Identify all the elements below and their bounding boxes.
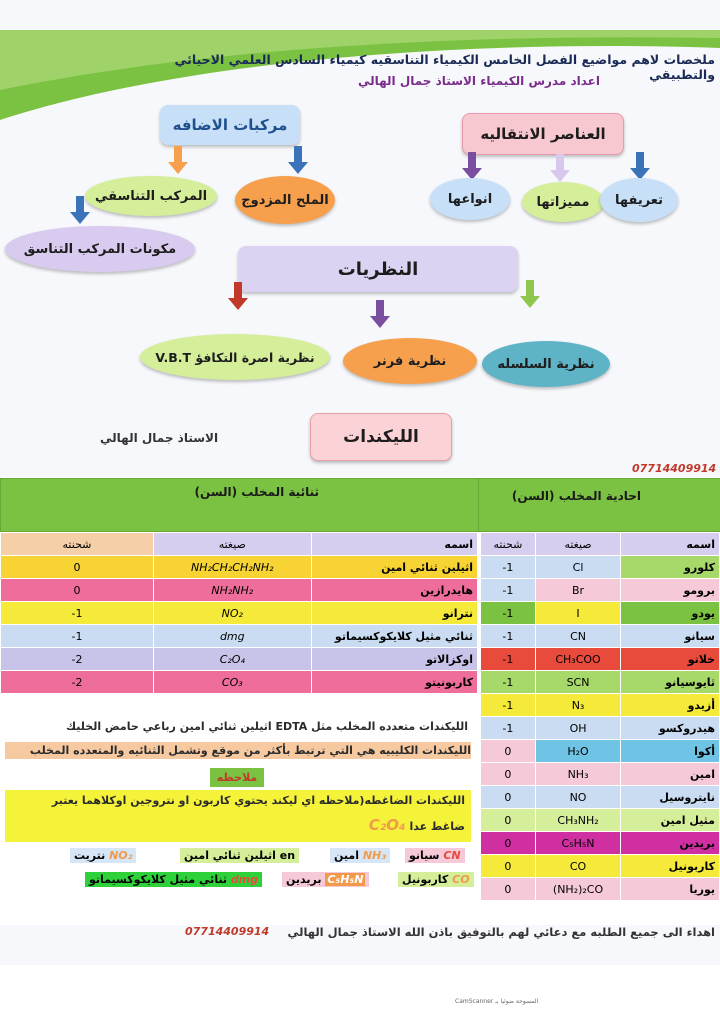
footer-phone: 07714409914: [185, 925, 270, 938]
table-row: -1 I يودو: [481, 602, 720, 625]
table-row: 0 NH₂NH₂ هايدرازين: [1, 579, 478, 602]
vbt-theory-oval: نظرية اصرة التكافؤ V.B.T: [140, 334, 330, 380]
mono-header: احادية المخلب (السن): [478, 478, 720, 532]
table-row: -2 CO₃ كاربونيتو: [1, 671, 478, 694]
table-row: -2 C₂O₄ اوكزالاتو: [1, 648, 478, 671]
table-row: 0 NH₂CH₂CH₂NH₂ اثيلين ثنائي امين: [1, 556, 478, 579]
phone-number: 07714409914: [632, 462, 717, 475]
types-oval: انواعها: [430, 178, 510, 220]
table-row: -1 dmg ثنائي مثيل كلايكوكسيماتو: [1, 625, 478, 648]
table-row: 0 CO كاربونيل: [481, 855, 720, 878]
components-oval: مكونات المركب التناسق: [5, 226, 195, 272]
table-row: -1 CH₃COO خلاتو: [481, 648, 720, 671]
table-row: -1 SCN ثايوسيانو: [481, 671, 720, 694]
definition-oval: تعريفها: [600, 178, 678, 222]
theories-box: النظريات: [238, 246, 518, 292]
chip-dmg: dmg ثنائي مثيل كلايكوكسيماتو: [85, 872, 262, 887]
table-row: -1 Cl كلورو: [481, 556, 720, 579]
chain-theory-oval: نظرية السلسله: [482, 341, 610, 387]
chip-cn: CN سيانو: [405, 848, 465, 863]
ligands-title-box: الليكندات: [310, 413, 452, 461]
table-row: 0 NO نايتروسيل: [481, 786, 720, 809]
chip-nh3: NH₃ امين: [330, 848, 390, 863]
table-row: -1 CN سيانو: [481, 625, 720, 648]
chelating-note: الليكندات الكليبيه هي التي ترتبط بأكثر من موقع وتشمل الثنائيه والمتعدده المخلب: [5, 742, 471, 759]
document-title: ملخصات لاهم مواضيع الفصل الخامس الكيمياء التناسقيه كيمياء السادس العلمي الاحيائي والتطبيقي: [174, 52, 715, 82]
features-oval: مميزاتها: [522, 182, 604, 222]
signature-text: الاستاذ جمال الهالي: [100, 431, 219, 445]
multi-dentate-note: الليكندات متعدده المخلب مثل EDTA اثيلين ثنائي امين رباعي حامض الخليك: [28, 720, 468, 733]
double-salt-oval: الملح المزدوج: [235, 176, 335, 224]
dedication-text: اهداء الى جميع الطلبه مع دعائي لهم بالتوفيق باذن الله الاستاذ جمال الهالي: [287, 925, 715, 939]
author-line: اعداد مدرس الكيمياء الاستاذ جمال الهالي: [357, 74, 600, 88]
scanner-watermark: CamScanner المسوحة ضوئيا بـ: [455, 998, 539, 1005]
strong-field-note: الليكندات الضاغطه(ملاحظه اي ليكند يحتوي كاربون او نتروجين اوكلاهما يعتبر ضاغط عدا C₂O₄: [5, 790, 471, 842]
strong-field-except: ضاغط عدا C₂O₄: [368, 816, 465, 834]
chip-co: CO كاربونيل: [398, 872, 474, 887]
mono-table: [480, 532, 720, 901]
table-row: 0 NH₃ امين: [481, 763, 720, 786]
remark-label: ملاحظه: [210, 768, 264, 787]
bi-header: ثنائية المخلب (السن): [0, 478, 480, 532]
table-header-row: شحنته صيغته اسمه: [481, 533, 720, 556]
transition-elements-box: العناصر الانتقاليه: [462, 113, 624, 155]
chip-no2: NO₂ نتريت: [70, 848, 136, 863]
chip-en: en اثيلين ثنائي امين: [180, 848, 299, 863]
table-row: -1 N₃ أزيدو: [481, 694, 720, 717]
table-row: -1 NO₂ نترانو: [1, 602, 478, 625]
table-header-row: شحنته صيغته اسمه: [1, 533, 478, 556]
table-row: -1 OH هيدروكسو: [481, 717, 720, 740]
table-row: -1 Br برومو: [481, 579, 720, 602]
table-row: 0 CH₃NH₂ مثيل امين: [481, 809, 720, 832]
table-row: 0 H₂O أكوا: [481, 740, 720, 763]
bi-table: [0, 532, 478, 694]
werner-theory-oval: نظرية فرنر: [343, 338, 477, 384]
coordination-compound-oval: المركب التناسقي: [85, 176, 217, 216]
table-row: 0 C₅H₅N بريدين: [481, 832, 720, 855]
scan-footer: [0, 965, 720, 1020]
table-row: 0 (NH₂)₂CO يوريا: [481, 878, 720, 901]
chip-pyridine: C₅H₅N بريدين: [282, 872, 369, 887]
additive-compounds-box: مركبات الاضافه: [160, 105, 300, 145]
